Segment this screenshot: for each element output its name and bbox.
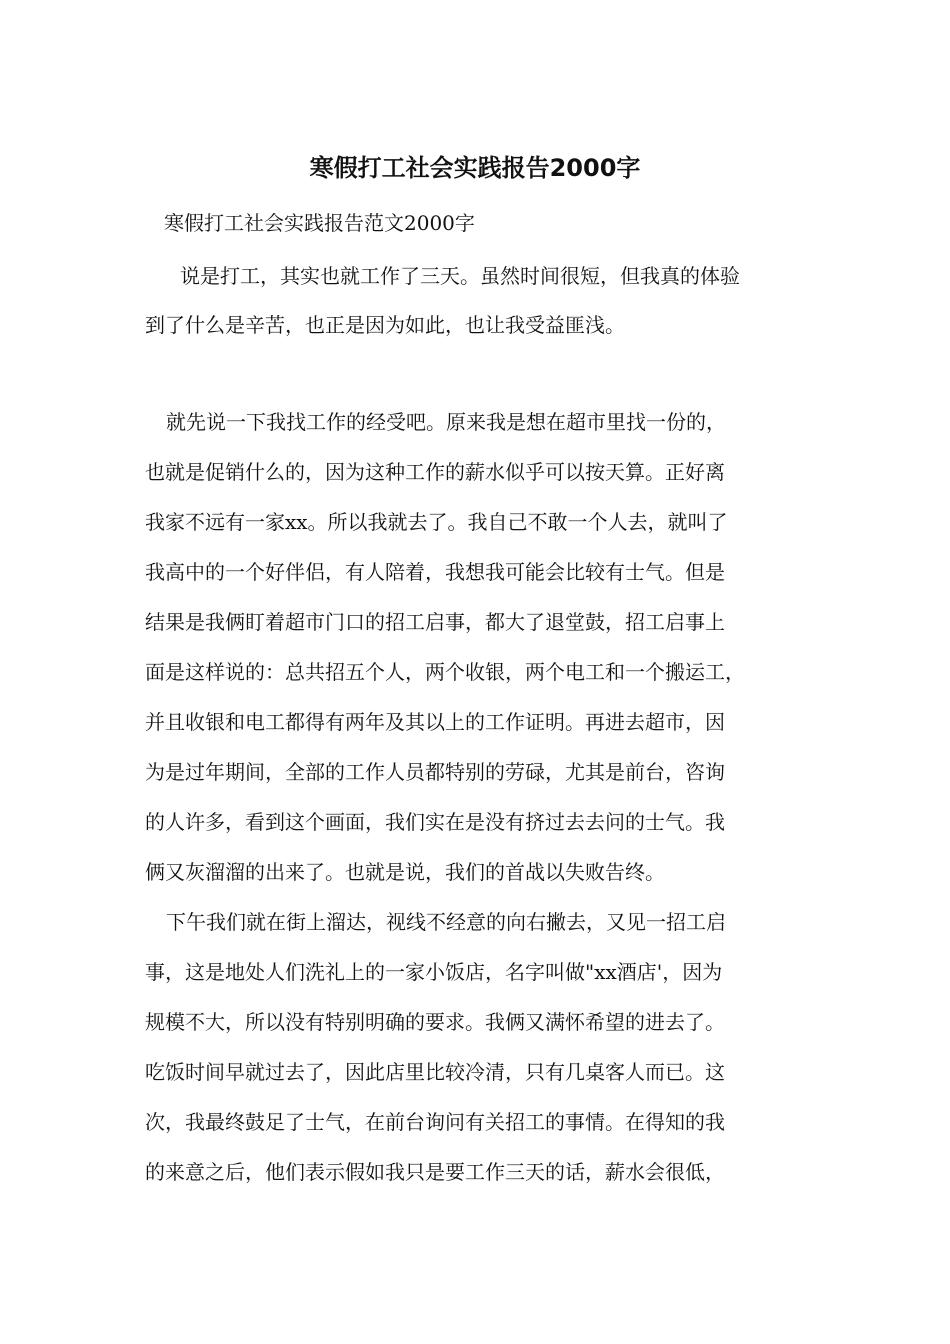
document-subtitle: 寒假打工社会实践报告范文2000字	[164, 211, 475, 235]
document-title: 寒假打工社会实践报告2000字	[309, 154, 641, 182]
paragraph-line: 为是过年期间，全部的工作人员都特别的劳碌，尤其是前台，咨询	[145, 760, 725, 784]
paragraph-line: 次，我最终鼓足了士气，在前台询问有关招工的事情。在得知的我	[145, 1110, 725, 1134]
paragraph-line: 规模不大，所以没有特别明确的要求。我俩又满怀希望的进去了。	[145, 1010, 725, 1034]
paragraph-line: 并且收银和电工都得有两年及其以上的工作证明。再进去超市，因	[145, 710, 725, 734]
paragraph-line: 我高中的一个好伴侣，有人陪着，我想我可能会比较有士气。但是	[145, 560, 725, 584]
paragraph-line: 事，这是地处人们洗礼上的一家小饭店，名字叫做"xx酒店'，因为	[145, 960, 723, 984]
paragraph-line: 的来意之后，他们表示假如我只是要工作三天的话，薪水会很低，	[145, 1160, 725, 1184]
paragraph-line: 结果是我俩盯着超市门口的招工启事，都大了退堂鼓，招工启事上	[145, 610, 725, 634]
paragraph-line: 就先说一下我找工作的经受吧。原来我是想在超市里找一份的，	[166, 410, 726, 434]
paragraph-line: 面是这样说的：总共招五个人，两个收银，两个电工和一个搬运工，	[145, 660, 745, 684]
paragraph-line: 我家不远有一家xx。所以我就去了。我自己不敢一个人去，就叫了	[145, 510, 728, 534]
paragraph-line: 也就是促销什么的，因为这种工作的薪水似乎可以按天算。正好离	[145, 460, 725, 484]
paragraph-line: 说是打工，其实也就工作了三天。虽然时间很短，但我真的体验	[160, 264, 740, 288]
paragraph-line: 的人许多，看到这个画面，我们实在是没有挤过去去问的士气。我	[145, 810, 725, 834]
paragraph-line: 到了什么是辛苦，也正是因为如此，也让我受益匪浅。	[145, 313, 625, 337]
paragraph-line: 下午我们就在街上溜达，视线不经意的向右撇去，又见一招工启	[166, 910, 726, 934]
paragraph-line: 吃饭时间早就过去了，因此店里比较冷清，只有几桌客人而已。这	[145, 1060, 725, 1084]
paragraph-line: 俩又灰溜溜的出来了。也就是说，我们的首战以失败告终。	[145, 860, 665, 884]
